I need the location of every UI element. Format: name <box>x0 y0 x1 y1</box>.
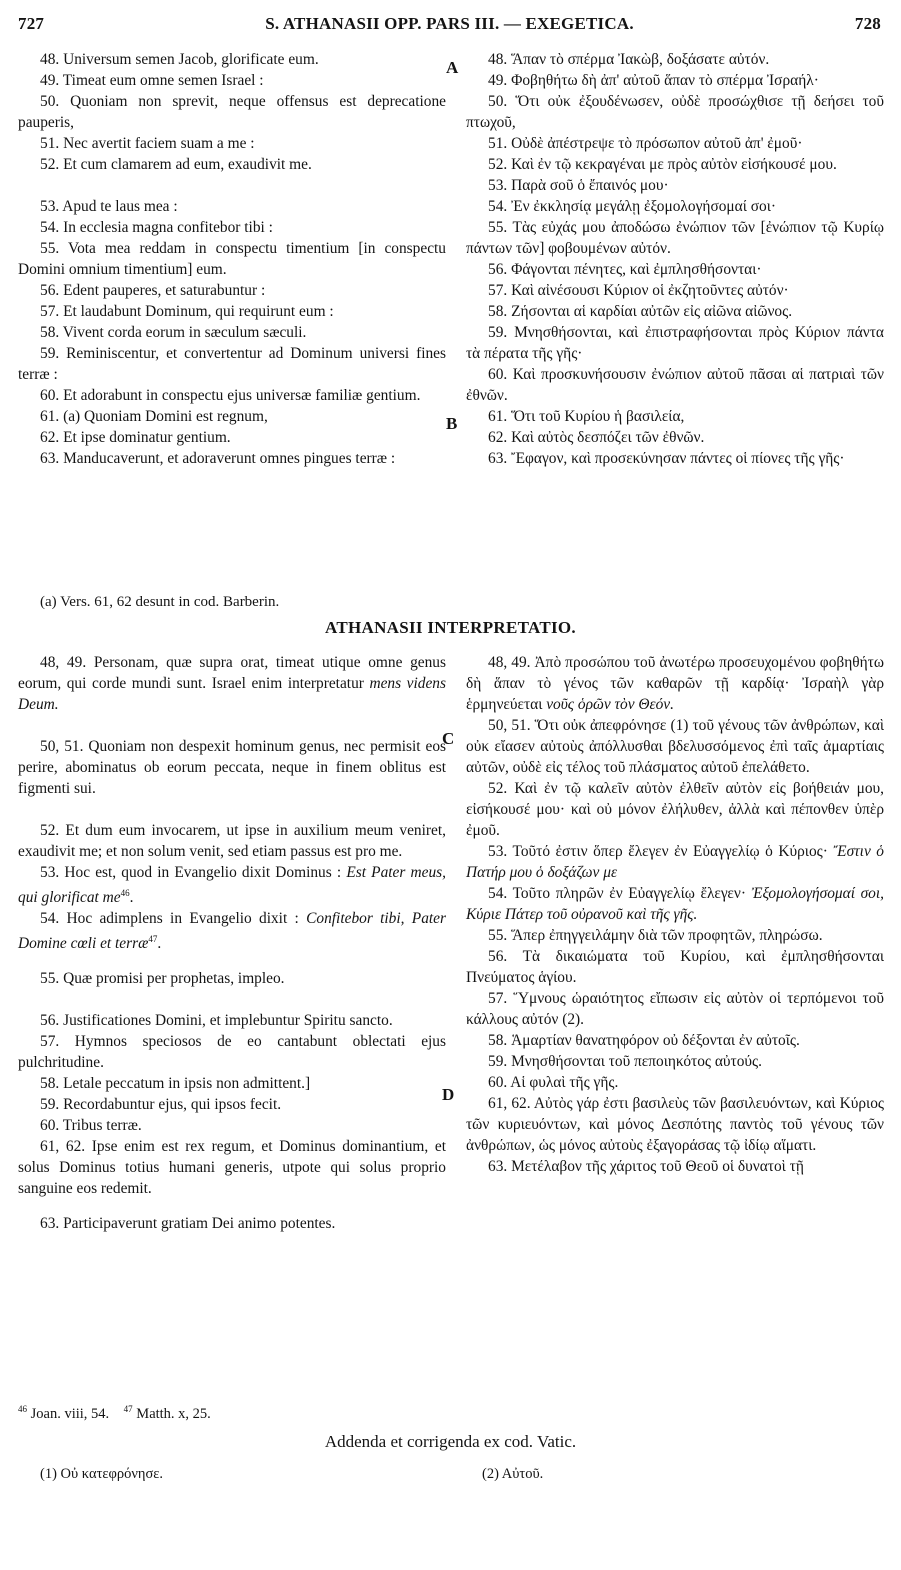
verse-59-greek: 59. Μνησθήσονται, καὶ ἐπιστραφήσονται πρὸς Κύριον πάντα τὰ πέρατα τῆς γῆς· <box>466 324 884 362</box>
interp-greek-text: 48, 49. Ἀπὸ προσώπου τοῦ ἀνωτέρω προσευχομένου φοβηθήτω δὴ ἅπαν τὸ γένος τῶν καθαρῶν τῇ καρδίᾳ· Ἰσραὴλ γὰρ ἑρμηνεύεται <box>466 654 884 713</box>
spacer <box>18 715 446 736</box>
margin-marker-c: C <box>442 729 455 748</box>
interp-latin-52: 52. Et dum eum invocarem, ut ipse in auxilium meum veniret, exaudivit me; et non solum venit, sed etiam passus est pro me. <box>18 822 446 860</box>
verse-58-greek: 58. Ζήσονται αἱ καρδίαι αὐτῶν εἰς αἰῶνα αἰῶνος. <box>488 303 793 320</box>
verse-48-latin: 48. Universum semen Jacob, glorificate eum. <box>40 51 319 68</box>
spacer <box>18 799 446 820</box>
verse-50-latin: 50. Quoniam non sprevit, neque offensus est deprecatione pauperis, <box>18 93 446 131</box>
footnote-46: Joan. viii, 54. <box>30 1405 110 1422</box>
verse-57-latin: 57. Et laudabunt Dominum, qui requirunt eum : <box>40 303 334 320</box>
addenda-note-2: (2) Αὐτοῦ. <box>482 1466 544 1482</box>
verse-63-latin: 63. Manducaverunt, et adoraverunt omnes pingues terræ : <box>40 450 396 467</box>
verse-62-greek: 62. Καὶ αὐτὸς δεσπόζει τῶν ἐθνῶν. <box>488 429 705 446</box>
interp-greek-quote: Ἔστιν ὁ Πατήρ μου ὁ δοξάζων με <box>466 843 884 881</box>
interpretatio-greek-column <box>466 652 884 1177</box>
interp-greek-50-51: 50, 51. Ὅτι οὐκ ἀπεφρόνησε (1) τοῦ γένους τῶν ἀνθρώπων, καὶ οὐκ εἴασεν αὐτοὺς ἀπόλλυσθαι βδελυσσόμενος ἐπὶ ταῖς ἁμαρτίαις αὐτῶν, οὐδὲ εἰς τέλος τοῦ πλάσματος αὐτοῦ ἐπελάθετο. <box>466 717 884 776</box>
verse-51-latin: 51. Nec avertit faciem suam a me : <box>40 135 255 152</box>
footnotes <box>18 1404 211 1423</box>
margin-marker-b: B <box>446 414 458 433</box>
interp-latin-63: 63. Participaverunt gratiam Dei animo potentes. <box>40 1215 336 1233</box>
interp-latin-60: 60. Tribus terræ. <box>40 1117 142 1135</box>
verse-55-greek: 55. Τὰς εὐχάς μου ἀποδώσω ἐνώπιον τῶν [ἐνώπιον τῷ Κυρίῳ πάντων τῶν] φοβουμένων αὐτόν. <box>466 219 884 257</box>
addenda-note-1: (1) Οὐ κατεφρόνησε. <box>40 1466 164 1482</box>
variant-note: (a) Vers. 61, 62 desunt in cod. Barberin. <box>40 594 280 610</box>
interp-latin-quote: Confitebor tibi, Pater Domine cœli et terræ <box>18 910 446 953</box>
verse-49-greek: 49. Φοβηθήτω δὴ ἀπ' αὐτοῦ ἅπαν τὸ σπέρμα Ἰσραήλ· <box>488 72 819 89</box>
interp-greek-text: 54. Τοῦτο πληρῶν ἐν Εὐαγγελίῳ ἔλεγεν· <box>488 885 746 902</box>
interp-greek-italic: νοῦς ὁρῶν τὸν Θεόν. <box>546 696 674 713</box>
interp-greek-text: 53. Τοῦτό ἐστιν ὅπερ ἔλεγεν ἐν Εὐαγγελίῳ ὁ Κύριος· <box>488 843 828 860</box>
interp-greek-55: 55. Ἅπερ ἐπηγγειλάμην διὰ τῶν προφητῶν, πληρώσω. <box>488 927 823 944</box>
section-heading: ATHANASII INTERPRETATIO. <box>325 618 576 637</box>
interp-latin-54: 54. Hoc adimplens in Evangelio dixit : Confitebor tibi, Pater Domine cœli et terræ$^{47}$. <box>18 910 446 953</box>
verse-48-greek: 48. Ἅπαν τὸ σπέρμα Ἰακὼβ, δοξάσατε αὐτόν. <box>488 51 770 68</box>
footnote-ref-46: 46 <box>120 888 130 898</box>
verse-52-latin: 52. Et cum clamarem ad eum, exaudivit me. <box>40 156 312 173</box>
verse-58-latin: 58. Vivent corda eorum in sæculum sæculi. <box>40 324 307 341</box>
psalm-latin-column <box>18 49 446 469</box>
verse-61-greek: 61. Ὅτι τοῦ Κυρίου ἡ βασιλεία, <box>488 408 685 425</box>
verse-57-greek: 57. Καὶ αἰνέσουσι Κύριον οἱ ἐκζητοῦντες αὐτόν· <box>488 282 789 299</box>
interpretatio-latin-column <box>18 652 446 1234</box>
verse-53-greek: 53. Παρὰ σοῦ ὁ ἔπαινός μου· <box>488 177 669 194</box>
margin-marker-d: D <box>442 1085 455 1104</box>
addenda-heading: Addenda et corrigenda ex cod. Vatic. <box>324 1432 577 1451</box>
interp-latin-quote: Est Pater meus, qui glorificat me <box>18 864 446 907</box>
page-header <box>18 14 881 38</box>
interp-greek-52: 52. Καὶ ἐν τῷ καλεῖν αὐτὸν ἐλθεῖν αὐτὸν εἰς βοήθειάν μου, εἰσήκουσέ μου· καὶ οὐ μόνον ἐλήλυθεν, ἀλλὰ καὶ πέπονθεν ὑπὲρ ἐμοῦ. <box>466 780 884 839</box>
interp-latin-61-62: 61, 62. Ipse enim est rex regum, et Dominus dominantium, et solus Dominus totius humani generis, utpote qui solus proprio sanguine eos redemit. <box>18 1138 446 1198</box>
interp-greek-54 <box>466 883 884 925</box>
spacer <box>18 175 446 196</box>
interp-greek-53 <box>466 841 884 883</box>
interp-latin-55: 55. Quæ promisi per prophetas, impleo. <box>40 970 285 988</box>
footnote-ref-47: 47 <box>148 934 158 945</box>
verse-61-latin: 61. (a) Quoniam Domini est regnum, <box>40 408 268 425</box>
interp-latin-text: 54. Hoc adimplens in Evangelio dixit : <box>40 910 299 928</box>
interp-greek-59: 59. Μνησθήσονται τοῦ πεποιηκότος αὐτούς. <box>488 1053 762 1070</box>
interp-greek-63: 63. Μετέλαβον τῆς χάριτος τοῦ Θεοῦ οἱ δυνατοὶ τῇ <box>488 1158 804 1175</box>
verse-62-latin: 62. Et ipse dominatur gentium. <box>40 429 231 446</box>
verse-60-greek: 60. Καὶ προσκυνήσουσιν ἐνώπιον αὐτοῦ πᾶσαι αἱ πατριαὶ τῶν ἐθνῶν. <box>466 366 884 404</box>
verse-50-greek: 50. Ὅτι οὐκ ἐξουδένωσεν, οὐδὲ προσώχθισε τῇ δεήσει τοῦ πτωχοῦ, <box>466 93 884 131</box>
left-page-number: 727 <box>18 14 45 33</box>
interp-greek-56: 56. Τὰ δικαιώματα τοῦ Κυρίου, καὶ ἐμπλησθήσονται Πνεύματος ἁγίου. <box>466 948 884 986</box>
interp-greek-quote: Ἐξομολογήσομαί σοι, Κύριε Πάτερ τοῦ οὐρανοῦ καὶ τῆς γῆς. <box>466 885 884 923</box>
interp-latin-italic: mens videns Deum. <box>18 675 446 713</box>
interp-greek-61-62: 61, 62. Αὐτὸς γάρ ἐστι βασιλεὺς τῶν βασιλευόντων, καὶ Κύριος τῶν κυριευόντων, καὶ μόνος Δεσπότης παντὸς τοῦ γένους τῶν ἀνθρώπων, ὡς μόνος αὐτοὺς ἐξαγοράσας τῷ ἰδίῳ αἵματι. <box>466 1095 884 1154</box>
right-page-number: 728 <box>854 14 881 33</box>
verse-63-greek: 63. Ἔφαγον, καὶ προσεκύνησαν πάντες οἱ πίονες τῆς γῆς· <box>488 450 845 467</box>
verse-56-latin: 56. Edent pauperes, et saturabuntur : <box>40 282 266 299</box>
interp-latin-53: 53. Hoc est, quod in Evangelio dixit Dominus : Est Pater meus, qui glorificat $me^{46}$. <box>18 864 446 907</box>
interp-latin-56: 56. Justificationes Domini, et implebuntur Spiritu sancto. <box>40 1012 393 1030</box>
psalm-greek-column <box>466 49 884 469</box>
verse-56-greek: 56. Φάγονται πένητες, καὶ ἐμπλησθήσονται· <box>488 261 762 278</box>
spacer <box>18 989 446 1010</box>
interp-latin-50-51: 50, 51. Quoniam non despexit hominum genus, nec permisit eos perire, abominatus ob eorum peccata, neque in finem oblitus est figmenti sui. <box>18 738 446 797</box>
interp-greek-58: 58. Ἁμαρτίαν θανατηφόρον οὐ δέξονται ἐν αὐτοῖς. <box>488 1032 800 1049</box>
spacer <box>18 954 446 968</box>
verse-54-greek: 54. Ἐν ἐκκλησίᾳ μεγάλῃ ἐξομολογήσομαί σοι· <box>488 198 776 215</box>
interp-latin-48-49 <box>18 652 446 715</box>
interp-greek-48-49 <box>466 652 884 715</box>
footnote-mark-46: 46 <box>18 1404 27 1414</box>
interp-latin-text: 53. Hoc est, quod in Evangelio dixit Dominus : <box>40 864 342 881</box>
running-title: S. ATHANASII OPP. PARS III. — EXEGETICA. <box>265 14 634 33</box>
interp-latin-59: 59. Recordabuntur ejus, qui ipsos fecit. <box>40 1096 282 1114</box>
verse-49-latin: 49. Timeat eum omne semen Israel : <box>40 72 264 89</box>
interp-latin-58: 58. Letale peccatum in ipsis non admittent.] <box>40 1075 311 1093</box>
margin-marker-a: A <box>446 58 459 77</box>
verse-59-latin: 59. Reminiscentur, et convertentur ad Dominum universi fines terræ : <box>18 345 446 383</box>
interp-latin-text: 48, 49. Personam, quæ supra orat, timeat utique omne genus eorum, qui corde mundi sunt. Israel enim interpretatur <box>18 654 446 692</box>
verse-60-latin: 60. Et adorabunt in conspectu ejus universæ familiæ gentium. <box>40 387 421 404</box>
verse-54-latin: 54. In ecclesia magna confitebor tibi : <box>40 219 273 236</box>
interp-greek-57: 57. Ὕμνους ὡραιότητος εἴπωσιν εἰς αὐτὸν οἱ τερπόμενοι τοῦ κάλλους αὐτόν (2). <box>466 990 884 1028</box>
verse-52-greek: 52. Καὶ ἐν τῷ κεκραγέναι με πρὸς αὐτὸν εἰσήκουσέ μου. <box>488 156 837 173</box>
verse-55-latin: 55. Vota mea reddam in conspectu timentium [in conspectu Domini omnium timentium] eum. <box>18 240 446 278</box>
footnote-mark-47: 47 <box>123 1404 133 1414</box>
footnote-47: Matth. x, 25. <box>136 1405 211 1422</box>
verse-51-greek: 51. Οὐδὲ ἀπέστρεψε τὸ πρόσωπον αὐτοῦ ἀπ' ἐμοῦ· <box>488 135 803 152</box>
interp-greek-60: 60. Αἱ φυλαὶ τῆς γῆς. <box>488 1074 619 1091</box>
spacer <box>18 1199 446 1213</box>
interp-latin-57: 57. Hymnos speciosos de eo cantabunt oblectati ejus pulchritudine. <box>18 1033 446 1072</box>
verse-53-latin: 53. Apud te laus mea : <box>40 198 178 215</box>
